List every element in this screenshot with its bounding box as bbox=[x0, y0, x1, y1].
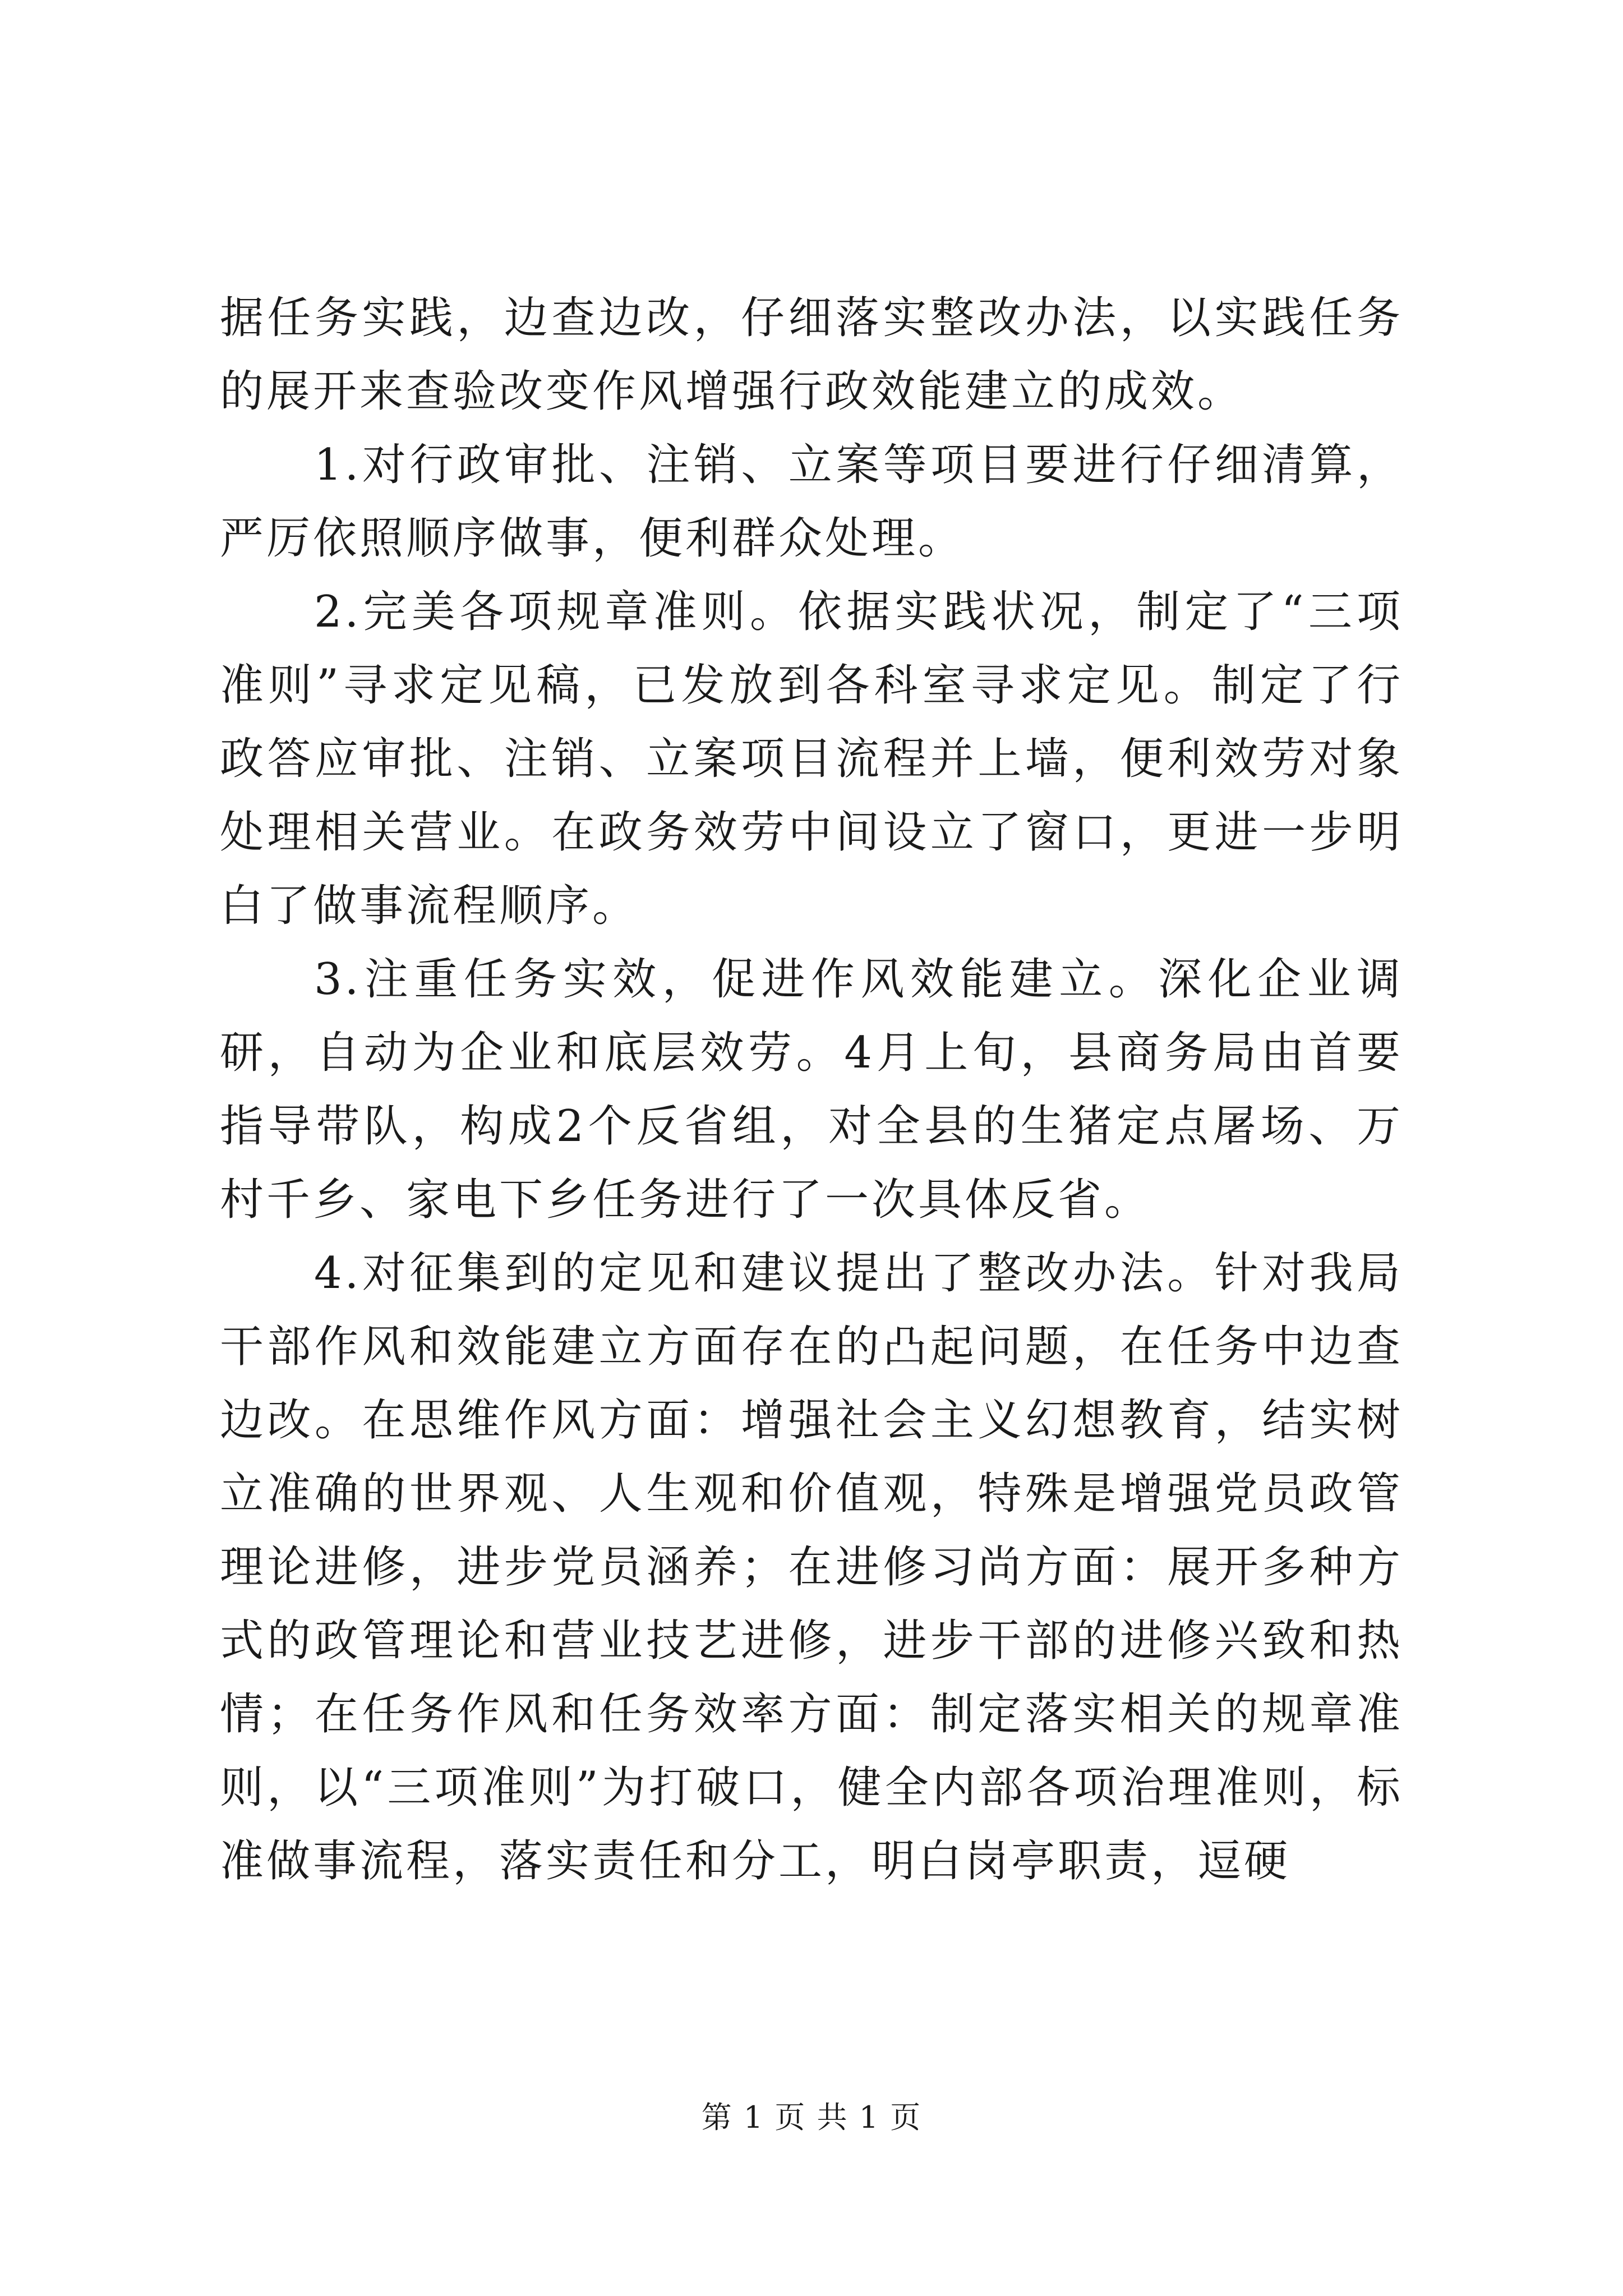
paragraph-continuation: 据任务实践，边查边改，仔细落实整改办法，以实践任务的展开来查验改变作风增强行政效能建立的成效。 bbox=[220, 293, 1403, 417]
paragraph-item-4: 4.对征集到的定见和建议提出了整改办法。针对我局干部作风和效能建立方面存在的凸起问题，在任务中边查边改。在思维作风方面：增强社会主义幻想教育，结实树立准确的世界观、人生观和价值观，特殊是增强党员政管理论进修，进步党员涵养；在进修习尚方面：展开多种方式的政管理论和营业技艺进修，进步干部的进修兴致和热情；在任务作风和任务效率方面：制定落实相关的规章准则，以“三项准则”为打破口，健全内部各项治理准则，标准做事流程，落实责任和分工，明白岗亭职责，逗硬 bbox=[220, 1248, 1403, 1887]
document-body bbox=[220, 282, 1403, 1898]
paragraph-item-1: 1.对行政审批、注销、立案等项目要进行仔细清算，严厉依照顺序做事，便利群众处理。 bbox=[220, 440, 1403, 564]
paragraph-item-2: 2.完美各项规章准则。依据实践状况，制定了“三项准则”寻求定见稿，已发放到各科室寻求定见。制定了行政答应审批、注销、立案项目流程并上墙，便利效劳对象处理相关营业。在政务效劳中间设立了窗口，更进一步明白了做事流程顺序。 bbox=[220, 587, 1403, 931]
paragraph-item-3: 3.注重任务实效，促进作风效能建立。深化企业调研，自动为企业和底层效劳。4月上旬，县商务局由首要指导带队，构成2个反省组，对全县的生猪定点屠场、万村千乡、家电下乡任务进行了一次具体反省。 bbox=[220, 954, 1403, 1225]
page-footer: 第 1 页 共 1 页 bbox=[701, 2100, 922, 2135]
